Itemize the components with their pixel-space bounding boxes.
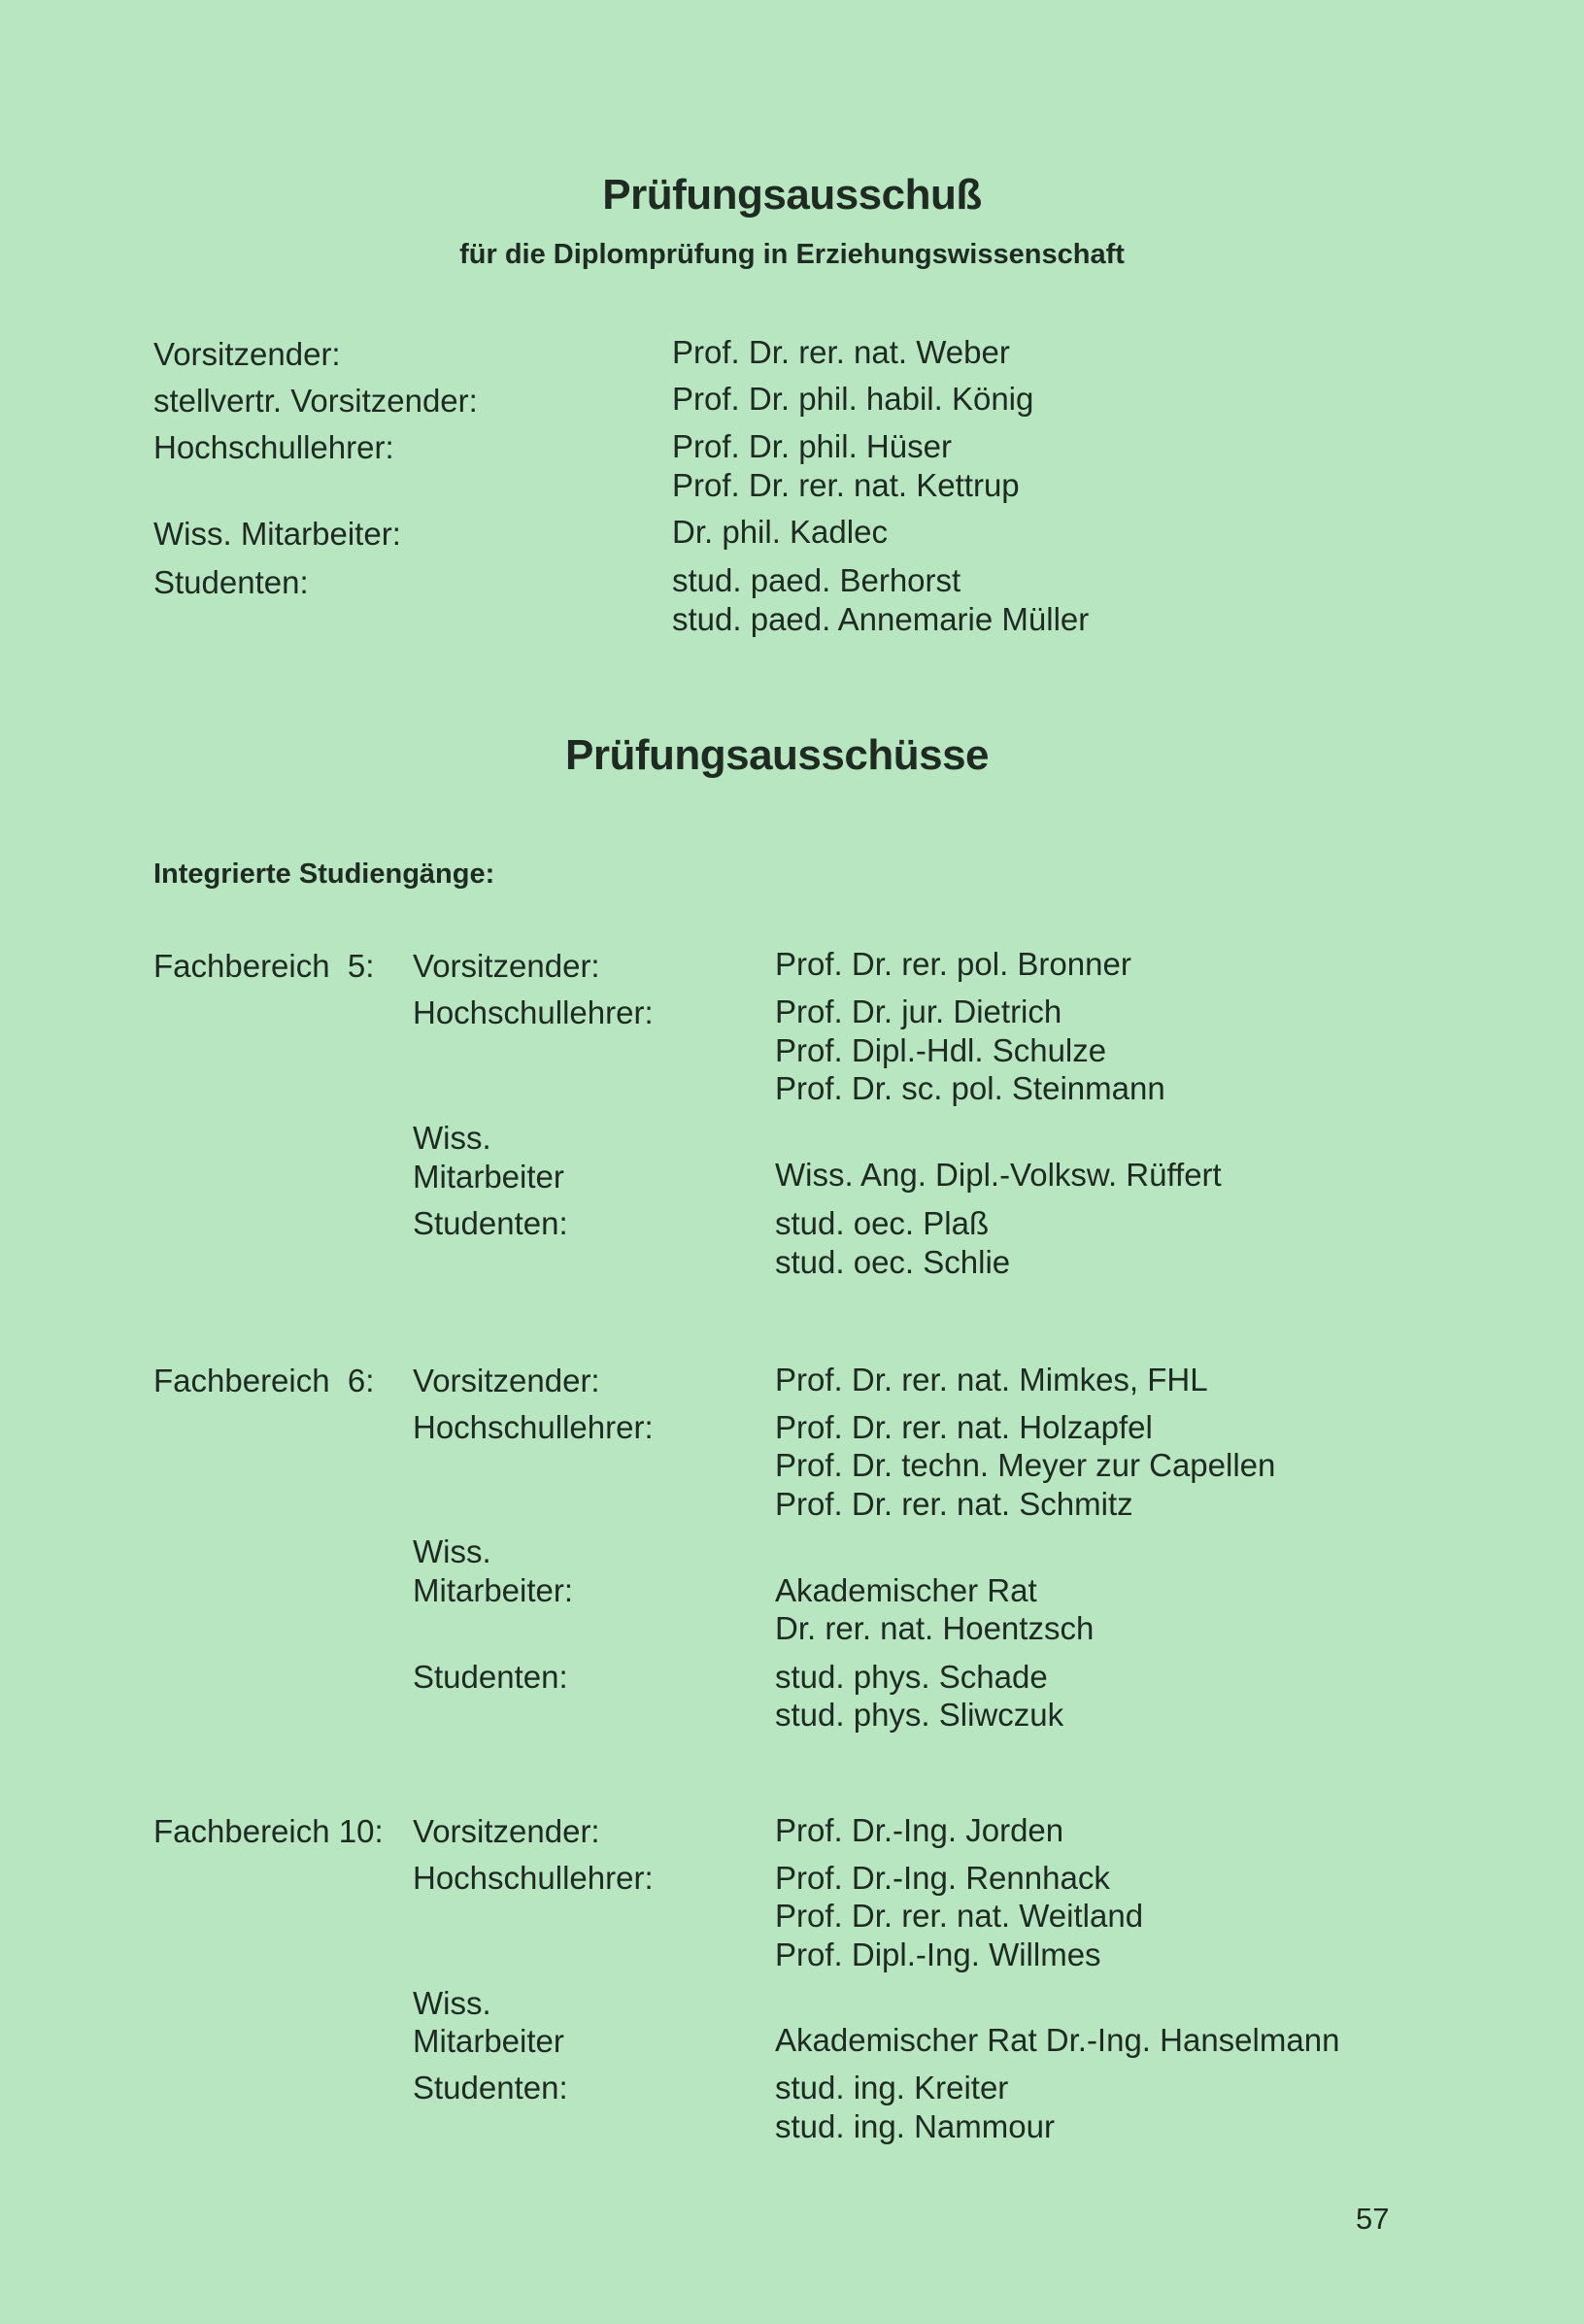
fb-member: Prof. Dr. rer. nat. Mimkes, FHL [775, 1362, 1208, 1398]
fb-role: Wiss. [413, 1985, 491, 2021]
fb-role: Mitarbeiter [413, 1159, 564, 1195]
s1-member: Prof. Dr. rer. nat. Weber [672, 334, 1010, 370]
fb-member: Prof. Dr.-Ing. Rennhack [775, 1860, 1110, 1896]
fb-member: Dr. rer. nat. Hoentzsch [775, 1610, 1095, 1646]
fb-role: Hochschullehrer: [413, 1860, 654, 1896]
fachbereich-label: Fachbereich 5: [153, 948, 375, 984]
s1-member: Prof. Dr. rer. nat. Kettrup [672, 467, 1020, 503]
fb-role: Hochschullehrer: [413, 1409, 654, 1445]
fb-member: stud. phys. Sliwczuk [775, 1697, 1064, 1733]
section2-subheading: Integrierte Studiengänge: [153, 859, 495, 890]
s1-member: stud. paed. Annemarie Müller [672, 601, 1090, 637]
fb-member: stud. ing. Kreiter [775, 2070, 1009, 2105]
fb-role: Studenten: [413, 1659, 568, 1695]
fb-member: Prof. Dr. rer. pol. Bronner [775, 946, 1131, 982]
fb-member: Wiss. Ang. Dipl.-Volksw. Rüffert [775, 1157, 1222, 1193]
s1-role: Hochschullehrer: [153, 429, 394, 465]
fb-member: stud. ing. Nammour [775, 2108, 1055, 2144]
fb-member: Prof. Dipl.-Ing. Willmes [775, 1937, 1101, 1972]
fb-role: Vorsitzender: [413, 948, 600, 984]
fb-member: Prof. Dr. rer. nat. Holzapfel [775, 1409, 1153, 1445]
s1-member: stud. paed. Berhorst [672, 562, 961, 598]
section1-subtitle: für die Diplomprüfung in Erziehungswissenschaft [459, 239, 1125, 270]
fb-role: Vorsitzender: [413, 1813, 600, 1849]
fb-role: Mitarbeiter [413, 2023, 564, 2059]
fachbereich-label: Fachbereich 10: [153, 1813, 384, 1849]
fb-member: Akademischer Rat [775, 1572, 1037, 1608]
fb-role: Wiss. [413, 1533, 491, 1569]
fb-role: Hochschullehrer: [413, 994, 654, 1030]
s1-role: stellvertr. Vorsitzender: [153, 383, 478, 419]
fb-member: Prof. Dr. rer. nat. Schmitz [775, 1486, 1133, 1522]
page-number: 57 [1356, 2202, 1390, 2236]
s1-member: Dr. phil. Kadlec [672, 514, 888, 550]
fb-role: Wiss. [413, 1120, 491, 1156]
fb-member: stud. phys. Schade [775, 1659, 1048, 1695]
fb-member: stud. oec. Plaß [775, 1205, 990, 1241]
fb-role: Studenten: [413, 1205, 568, 1241]
fb-member: stud. oec. Schlie [775, 1244, 1011, 1280]
fb-member: Prof. Dr.-Ing. Jorden [775, 1812, 1064, 1848]
section1-title: Prüfungsausschuß [602, 171, 982, 219]
fb-member: Prof. Dr. jur. Dietrich [775, 994, 1062, 1029]
fb-role: Mitarbeiter: [413, 1572, 574, 1608]
s1-role: Vorsitzender: [153, 336, 341, 372]
s1-role: Studenten: [153, 564, 309, 600]
fb-role: Vorsitzender: [413, 1363, 600, 1398]
fachbereich-label: Fachbereich 6: [153, 1363, 375, 1398]
fb-member: Prof. Dr. techn. Meyer zur Capellen [775, 1447, 1276, 1483]
fb-member: Akademischer Rat Dr.-Ing. Hanselmann [775, 2022, 1340, 2058]
fb-member: Prof. Dipl.-Hdl. Schulze [775, 1032, 1107, 1068]
fb-member: Prof. Dr. rer. nat. Weitland [775, 1898, 1144, 1934]
s1-member: Prof. Dr. phil. habil. König [672, 381, 1034, 417]
s1-role: Wiss. Mitarbeiter: [153, 516, 401, 552]
s1-member: Prof. Dr. phil. Hüser [672, 428, 952, 464]
fb-member: Prof. Dr. sc. pol. Steinmann [775, 1070, 1165, 1106]
fb-role: Studenten: [413, 2070, 568, 2105]
section2-title: Prüfungsausschüsse [564, 731, 990, 779]
